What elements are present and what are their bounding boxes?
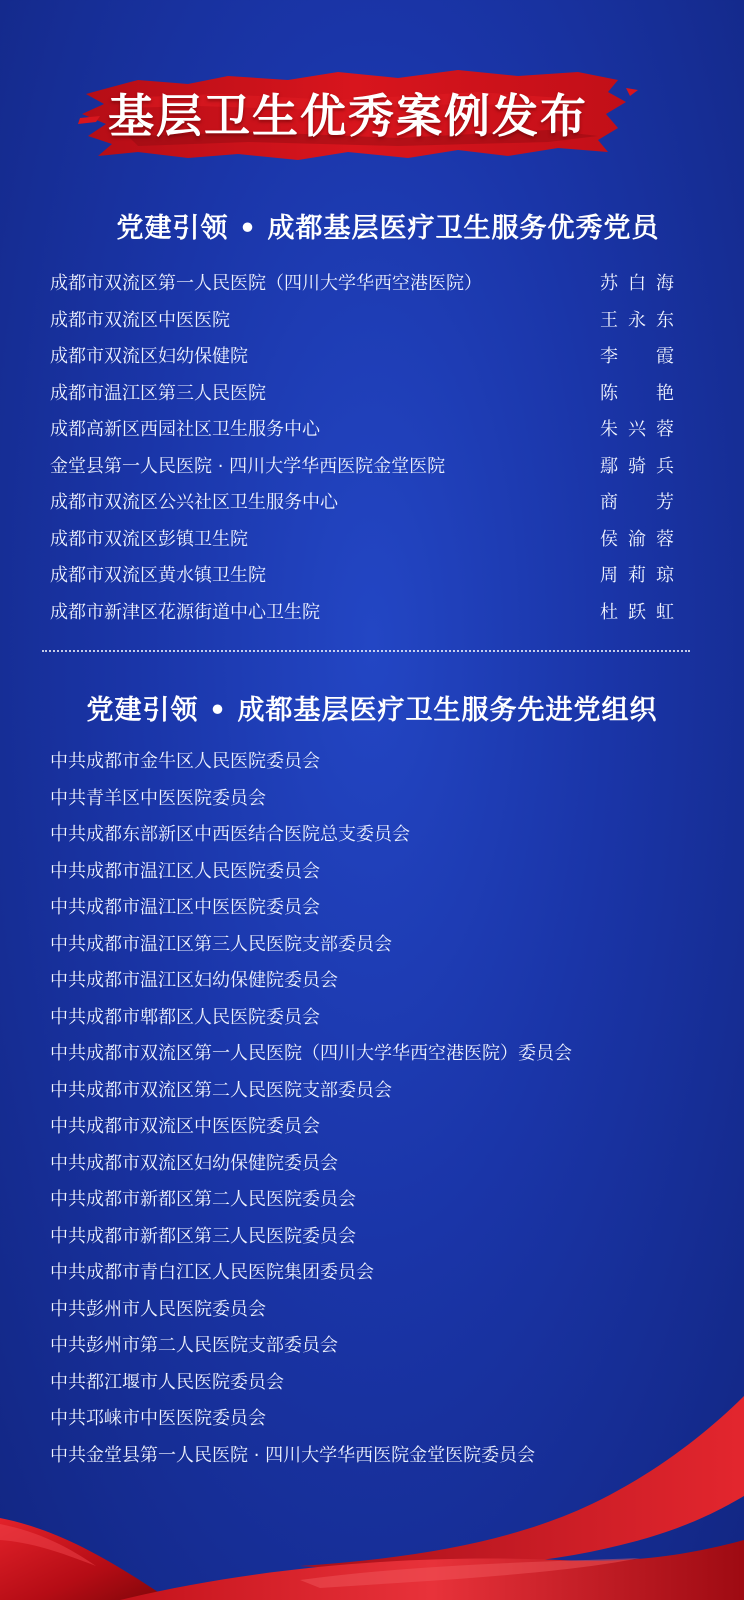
org-name: 成都高新区西园社区卫生服务中心 — [50, 419, 320, 441]
org-name: 成都市双流区第一人民医院（四川大学华西空港医院） — [50, 273, 482, 295]
dotted-divider — [42, 650, 690, 652]
red-ribbon-decoration — [0, 1390, 744, 1600]
list-item: 中共成都市温江区妇幼保健院委员会 — [50, 970, 338, 992]
list-item — [50, 264, 674, 301]
org-name: 成都市双流区黄水镇卫生院 — [50, 565, 266, 587]
list-item — [50, 410, 674, 447]
section-heading-excellent-members: 党建引领 • 成都基层医疗卫生服务优秀党员 — [116, 213, 660, 244]
list-item: 中共成都市金牛区人民医院委员会 — [50, 751, 320, 773]
member-name: 苏白海 — [600, 273, 674, 295]
org-name: 成都市双流区妇幼保健院 — [50, 346, 248, 368]
org-name: 成都市新津区花源街道中心卫生院 — [50, 601, 320, 623]
list-item: 中共成都市温江区中医医院委员会 — [50, 897, 320, 919]
list-item: 中共彭州市第二人民医院支部委员会 — [50, 1335, 338, 1357]
list-item: 中共邛崃市中医医院委员会 — [50, 1408, 266, 1430]
list-item: 中共成都市郫都区人民医院委员会 — [50, 1006, 320, 1028]
list-item: 中共成都市双流区第一人民医院（四川大学华西空港医院）委员会 — [50, 1043, 572, 1065]
excellent-members-list — [50, 264, 674, 629]
list-item: 中共成都市双流区中医医院委员会 — [50, 1116, 320, 1138]
list-item: 中共青羊区中医医院委员会 — [50, 787, 266, 809]
list-item: 中共彭州市人民医院委员会 — [50, 1298, 266, 1320]
list-item: 中共成都市温江区人民医院委员会 — [50, 860, 320, 882]
page-title: 基层卫生优秀案例发布 — [108, 89, 588, 143]
list-item: 中共成都市新都区第三人民医院委员会 — [50, 1225, 356, 1247]
org-name: 成都市双流区彭镇卫生院 — [50, 528, 248, 550]
list-item — [50, 447, 674, 484]
advanced-organizations-list — [50, 742, 674, 1472]
list-item: 中共成都东部新区中西医结合医院总支委员会 — [50, 824, 410, 846]
org-name: 成都市温江区第三人民医院 — [50, 382, 266, 404]
list-item: 中共成都市双流区第二人民医院支部委员会 — [50, 1079, 392, 1101]
member-name: 杜跃虹 — [600, 601, 674, 623]
list-item — [50, 593, 674, 630]
member-name: 鄢骑兵 — [600, 455, 674, 477]
list-item: 中共金堂县第一人民医院 · 四川大学华西医院金堂医院委员会 — [50, 1444, 536, 1466]
member-name: 李霞 — [600, 346, 674, 368]
title-banner — [78, 58, 638, 168]
member-name: 陈艳 — [600, 382, 674, 404]
org-name: 成都市双流区中医医院 — [50, 309, 230, 331]
list-item — [50, 483, 674, 520]
list-item: 中共成都市新都区第二人民医院委员会 — [50, 1189, 356, 1211]
org-name: 成都市双流区公兴社区卫生服务中心 — [50, 492, 338, 514]
list-item — [50, 301, 674, 338]
list-item — [50, 520, 674, 557]
section-heading-advanced-organizations: 党建引领 • 成都基层医疗卫生服务先进党组织 — [86, 695, 658, 726]
list-item: 中共成都市温江区第三人民医院支部委员会 — [50, 933, 392, 955]
list-item — [50, 374, 674, 411]
list-item: 中共成都市双流区妇幼保健院委员会 — [50, 1152, 338, 1174]
list-item — [50, 556, 674, 593]
org-name: 金堂县第一人民医院 · 四川大学华西医院金堂医院 — [50, 455, 446, 477]
list-item: 中共都江堰市人民医院委员会 — [50, 1371, 284, 1393]
member-name: 朱兴蓉 — [600, 419, 674, 441]
member-name: 周莉琼 — [600, 565, 674, 587]
member-name: 侯渝蓉 — [600, 528, 674, 550]
member-name: 王永东 — [600, 309, 674, 331]
list-item — [50, 337, 674, 374]
member-name: 商芳 — [600, 492, 674, 514]
list-item: 中共成都市青白江区人民医院集团委员会 — [50, 1262, 374, 1284]
